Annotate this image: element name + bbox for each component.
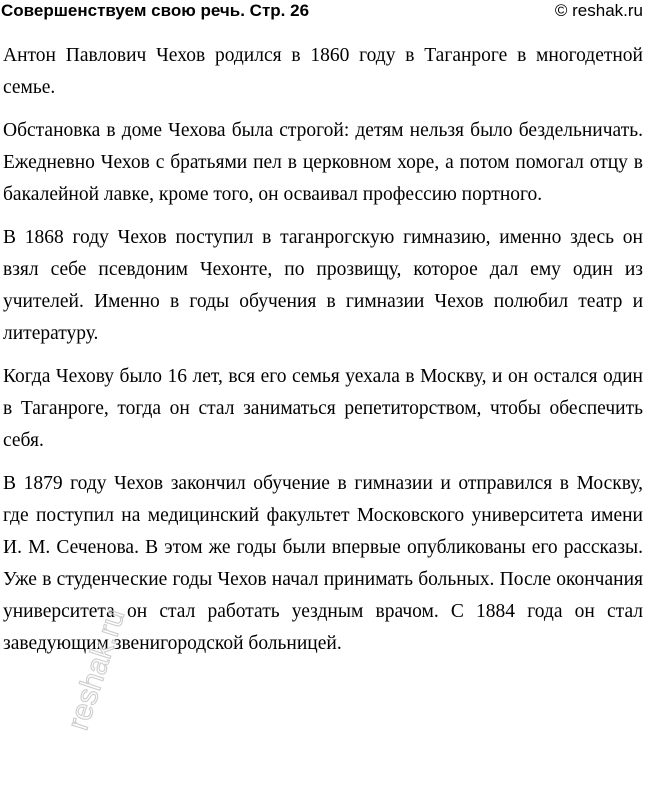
watermark-text: reshak.ru — [61, 604, 132, 735]
page-title: Совершенствуем свою речь. Стр. 26 — [1, 1, 310, 20]
article-body — [3, 40, 643, 671]
copyright-label: © reshak.ru — [554, 1, 643, 20]
page-header — [0, 0, 646, 24]
paragraph-3: В 1868 году Чехов поступил в таганрогскую гимназию, именно здесь он взял себе псевдоним Чехонте, по прозвищу, которое дал ему один из учителей. Именно в годы обучения в гимназии Чехов полюбил театр и литературу. — [3, 227, 643, 344]
paragraph-5: В 1879 году Чехов закончил обучение в гимназии и отправился в Москву, где поступил на медицинский факультет Московского университета имени И. М. Сеченова. В этом же годы были впервые опубликованы его рассказы. Уже в студенческие годы Чехов начал принимать больных. После окончания университета он стал работать уездным врачом. С 1884 года он стал заведующим звенигородской больницей. — [3, 473, 643, 654]
paragraph-1: Антон Павлович Чехов родился в 1860 году в Таганроге в многодетной семье. — [3, 45, 643, 98]
paragraph-2: Обстановка в доме Чехова была строгой: детям нельзя было бездельничать. Ежедневно Чехов с братьями пел в церковном хоре, а потом помогал отцу в бакалейной лавке, кроме того, он осваивал профессию портного. — [3, 120, 643, 205]
paragraph-4: Когда Чехову было 16 лет, вся его семья уехала в Москву, и он остался один в Таганроге, тогда он стал заниматься репетиторством, чтобы обеспечить себя. — [3, 366, 643, 451]
